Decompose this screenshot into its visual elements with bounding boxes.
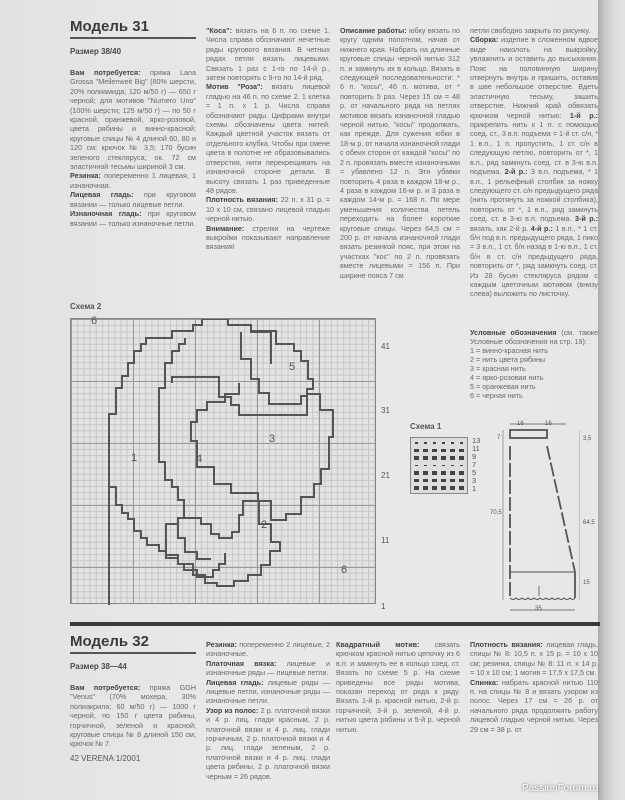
model32-size: Размер 38—44: [70, 662, 127, 671]
stitch-cell: [414, 456, 419, 460]
s1-row-1: 1: [472, 484, 477, 493]
stitch-cell: [459, 456, 464, 460]
dim-right-top: 3,5: [583, 436, 592, 442]
rib-text: попеременно 2 лицевые, 2 изнаночные.: [206, 640, 331, 659]
back-label: Спинка:: [470, 677, 499, 687]
stitch-cell: [459, 486, 464, 490]
row2-text: 3 в.п. подъема, * 1 в.п., 1 рельефный столбик за ножку следующего ст. с/н предыдущего ряда (нить протянуть за ножкой столбика), повторить от *, 1 в.п., ряд замкнуть соед. ст. в 3-ю в.п. подъема.: [470, 167, 598, 224]
stitch-cell: [451, 465, 454, 467]
stitch-cell: [415, 465, 418, 467]
stitch-cell: [414, 486, 419, 490]
stitch-cell: [423, 479, 428, 483]
legend-intro: (см. также Условные обозначения на стр. 19):: [470, 328, 598, 346]
stitch-cell: [441, 456, 446, 460]
stitch-cell: [432, 471, 437, 475]
color-number-2: 2: [261, 519, 268, 531]
skirt-outline: [500, 420, 580, 620]
cable-text: вязать на 6 п. по схеме 1. Числа справа обозначают нечетные ряды кругового вязания. В четных рядах петли вязать лицевыми. Связать 1 раз с 1-го по 14-й р., затем повторять с 9-го по 14-й ряд.: [206, 26, 331, 83]
stitch-cell: [460, 465, 463, 467]
watermark: PassionForum.ru: [522, 783, 599, 794]
stitch-cell: [450, 449, 455, 453]
stitch-cell: [414, 471, 419, 475]
model31-col2: [206, 26, 330, 252]
stitch-cell: [414, 449, 419, 453]
reverse-text: при круговом вязании — только изнаночные петли.: [70, 209, 197, 228]
s1-row-5: 5: [472, 468, 477, 477]
gauge-text: лицевая гладь, спицы № 8: 10,5 п. х 15 р. = 10 х 10 см; резинка, спицы № 8: 11 п. х 14 р. = 10 х 10 см; 1 мотив = 17,5 х 17,5 см.: [470, 640, 598, 678]
stitch-cell: [459, 449, 464, 453]
stitch-cell: [441, 479, 446, 483]
stitch-cell: [424, 465, 427, 467]
scheme1-chart: [410, 437, 468, 494]
stitch-cell: [433, 465, 436, 467]
model31-title: Модель 31: [70, 18, 196, 39]
stitch-cell: [423, 471, 428, 475]
stitch-cell: [450, 471, 455, 475]
color-number-4: 4: [196, 453, 203, 465]
legend-item: 3 = красная нить: [470, 364, 526, 373]
model32-col4: [470, 640, 598, 750]
stitch-cell: [441, 486, 446, 490]
legend-item: 1 = винно-красная нить: [470, 346, 548, 355]
row3-label: 3-й р.:: [574, 214, 598, 224]
materials-label: Вам потребуется:: [70, 683, 141, 692]
stitch-cell: [460, 442, 463, 444]
rib-label: Резинка:: [206, 640, 237, 649]
model32-col3: [336, 640, 460, 734]
row-label-31: 31: [381, 406, 390, 415]
color-number-3: 3: [269, 433, 276, 445]
reverse-label: Изнаночная гладь:: [70, 209, 142, 219]
gauge-label: Плотность вязания:: [470, 640, 543, 649]
stitch-cell: [432, 479, 437, 483]
row-label-21: 21: [381, 471, 390, 480]
stitch-cell: [433, 442, 436, 444]
dim-right-mid: 64,5: [583, 520, 595, 526]
assembly-label: Сборка:: [470, 35, 499, 45]
rib-text: попеременно 1 лицевая, 1 изнаночная.: [70, 171, 196, 190]
rose-motif-outlines: [71, 319, 377, 605]
work-continued: петли свободно закрыть по рисунку.: [470, 26, 591, 35]
legend-item: 4 = ярко-розовая нить: [470, 373, 544, 382]
stitch-cell: [450, 456, 455, 460]
legend-item: 2 = нить цвета рябины: [470, 355, 546, 364]
stitch-cell: [415, 442, 418, 444]
legend-label: Условные обозначения: [470, 328, 557, 337]
row-label-41: 41: [381, 342, 390, 351]
color-number-1: 1: [131, 452, 138, 464]
assembly-text: изделие в сложенном вдвое виде наколоть на выкройку, увлажнить и оставить до высыхания. Пояс на половинную ширину отвернуть внутрь и пришить, оставив в шве небольшое отверстие. Вдеть эластичную тесьму, зашить отверстие. Нижний край обвязать крючком черной нитью:: [470, 35, 598, 120]
dim-height-left: 70,5: [490, 510, 502, 516]
model32-title: Модель 32: [70, 633, 196, 654]
materials-label: Вам потребуется:: [70, 68, 141, 77]
section-divider: [70, 622, 600, 626]
s1-row-3: 3: [472, 476, 477, 485]
page-fold-shadow: [598, 0, 625, 800]
stitch-cell: [432, 449, 437, 453]
stitch-cell: [441, 449, 446, 453]
color-number-5: 5: [289, 361, 296, 373]
materials-text: пряжа GGH "Venus" (70% мохера, 30% полиакрила; 60 м/50 г) — 1000 г черной, по 150 г цвета рябины, горчичной, зеленой и красной; круговые спицы № 8 длиной 150 см; крючок № 7.: [70, 683, 197, 749]
dim-top-right: 16: [545, 421, 552, 427]
model32-col1: [70, 683, 196, 749]
work-text: юбку вязать по кругу одним полотном, начав от нижнего края. Набрать на длинные круговые спицы черной нитью 312 п. и замкнуть их в кольцо. Вязать в следующей последовательности: * 6 п. "косы", 46 п. мотива, от * повторить 5 раз. Через 15 см = 48 р. от начального ряда на петлях мотивов вязать изнаночной гладью черной нитью, "косы" продолжать, как прежде. Для сужения юбки в 18-м р. от начала изнаночной глади с обеих сторон от каждой "косы" по 2 п. провязать вместе изнаночными = убавлено 12 п. Эти убавки повторить 4 раза в каждом 18-м р., 4 раза в каждом 16-м р. и 3 раза в каждом 14-м р. = 168 п. По мере уменьшения количества петель переходить на более короткие круговые спицы. Через 64,5 см = 200 р. от начала изнаночной глади вязать резинкой пояс, при этом на участках "кос" по 2 п. провязать вместе лицевыми = 156 п. При ширине пояса 7 см: [340, 26, 461, 280]
s1-row-13: 13: [472, 436, 481, 445]
square-text: связать крючком красной нитью цепочку из 6 в.п. и замкнуть ее в кольцо соед. ст. Вязать по схеме 5 р. На схеме приведены все ряды мотива, показан переход от ряда к ряду. Вязать 1-й р. красной нитью, 2-й р. горчичной, 3-й р. зеленой, 4-й р. нитью цвета рябины и 5-й р. черной нитью.: [336, 640, 460, 734]
stockinette-text: лицевые ряды — лицевые петли, изнаночные ряды — изнаночные петли.: [206, 677, 331, 706]
stitch-cell: [423, 486, 428, 490]
stitch-cell: [424, 442, 427, 444]
s1-row-7: 7: [472, 460, 477, 469]
stitch-cell: [432, 456, 437, 460]
model31-col3: [340, 26, 460, 280]
row3-text: вязать, как 2-й р.: [470, 223, 529, 233]
model31-col1: [70, 68, 196, 228]
gauge-label: Плотность вязания:: [206, 195, 279, 205]
rib-label: Резинка:: [70, 171, 101, 181]
s1-row-11: 11: [472, 444, 480, 453]
stitch-cell: [442, 442, 445, 444]
color-number-6-bottom: 6: [341, 564, 348, 576]
stockinette-text: при круговом вязании — только лицевые петли.: [70, 190, 196, 209]
note-text: стрелки на чертеже выкройки показывают направление вязания!: [206, 223, 330, 252]
stitch-cell: [450, 479, 455, 483]
row1-text: прикрепить нить к 1 п. с помощью соед. ст., 3 в.п. подъема = 1-й ст. с/н, * 1 в.п., 1 п. пропустить, 1 ст. с/н в следующую петлю, повторить от *, 1 в.п., ряд замкнуть соед. ст. в 3-ю в.п. подъема.: [470, 120, 598, 177]
stitch-cell: [423, 456, 428, 460]
dim-top-left: 16: [517, 421, 524, 427]
scheme2-label: Схема 2: [70, 302, 102, 311]
garter-label: Платочная вязка:: [206, 658, 277, 668]
cable-label: "Коса":: [206, 26, 232, 35]
note-label: Внимание:: [206, 223, 245, 233]
motif-text: вязать лицевой гладью на 46 п. по схеме 2. 1 клетка = 1 п. х 1 р. Числа справа обозначают ряды. Цифрами внутри схемы обозначены цвета нитей. Каждый цветной участок вязать от отдельного клубка. Чтобы при смене цвета в полотне не образовывались отверстия, нити перекрещивать на изнаночной стороне детали. В высоту связать 1 раз приведенные 48 рядов.: [206, 82, 331, 195]
row-label-11: 11: [381, 536, 390, 545]
model31-size: Размер 38/40: [70, 47, 122, 56]
row1-label: 1-й р.:: [569, 110, 598, 120]
materials-text: пряжа Lana Grossa "Meilenweit Big" (80% шерсти, 20% полиамида; 120 м/50 г) — 650 г черной; для мотивов "Numero Uno" (100% шерсти; 125 м/50 г) — по 50 г красной, оранжевой, ярко-розовой, цвета рябины и винно-красной; круговые спицы № 4 длиной 60, 80 и 120 см; крючок № 3,5; 170 бусин зеленого стекляруса; ок. 72 см эластичной тесьмы шириной 3 см.: [70, 68, 197, 172]
work-label: Описание работы:: [340, 26, 407, 35]
dim-bottom-width: 35: [535, 606, 542, 612]
stitch-cell: [423, 449, 428, 453]
model32-col2: [206, 640, 330, 781]
gauge-text: 22 п. х 31 р. = 10 х 10 см, связано лицевой гладью черной нитью.: [206, 195, 331, 224]
row4-label: 4-й р.:: [530, 223, 553, 233]
legend-item: 6 = черная нить: [470, 391, 523, 400]
row4-text: 1 в.п., * 1 ст. б/н под в.п. предыдущего ряда, 1 пико = 3 в.п., 1 ст. б/н назад в 1-ю в.п., 1 ст. б/н в ст. с/н предыдущего ряда, повторить от *, ряд замкнуть соед. ст. Из 28 бусин стекляруса рядом с каждым цветочным мотивом (внизу слева) выложить по листочку.: [470, 223, 599, 299]
stripes-label: Узор из полос:: [206, 705, 259, 715]
row-label-1: 1: [381, 602, 386, 611]
legend: [470, 328, 598, 400]
stitch-cell: [442, 465, 445, 467]
stitch-cell: [441, 471, 446, 475]
scheme2-chart: [70, 315, 376, 604]
stitch-cell: [459, 479, 464, 483]
motif-label: Мотив "Роза":: [206, 82, 263, 92]
stitch-cell: [432, 486, 437, 490]
dim-waist-left: 7: [497, 435, 501, 441]
page-footer: 42 VERENA 1/2001: [70, 754, 141, 763]
stripes-text: 2 р. платочной вязки и 4 р. лиц. глади красным, 2 р. платочной вязки и 4 р. лиц. глади горчичным, 2 р. платочной вязки и 4 р. лиц. глади зеленым, 2 р. платочной вязки и 4 р. лиц. глади цвета рябины, 2 р. платочной вязки черным = 26 рядов.: [206, 705, 330, 781]
model31-col4: [470, 26, 598, 299]
stockinette-label: Лицевая гладь:: [70, 190, 134, 200]
square-label: Квадратный мотив:: [336, 640, 420, 649]
stockinette-label: Лицевая гладь:: [206, 677, 264, 687]
garter-text: лицевые и изнаночные ряды — лицевые петли.: [206, 658, 330, 678]
back-text: набрать красной нитью 110 п. на спицы № 8 и вязать узором из полос. Через 17 см = 26 р. от начального ряда продолжить работу лицевой гладью черной нитью. Через 29 см = 38 р. от: [470, 677, 598, 734]
scheme1-label: Схема 1: [410, 422, 442, 431]
dim-right-low: 15: [583, 580, 590, 586]
stitch-cell: [414, 479, 419, 483]
stitch-cell: [459, 471, 464, 475]
stitch-cell: [451, 442, 454, 444]
legend-item: 5 = оранжевая нить: [470, 382, 536, 391]
s1-row-9: 9: [472, 452, 477, 461]
color-number-6-top: 6: [91, 315, 98, 327]
row2-label: 2-й р.:: [504, 167, 528, 177]
stitch-cell: [450, 486, 455, 490]
